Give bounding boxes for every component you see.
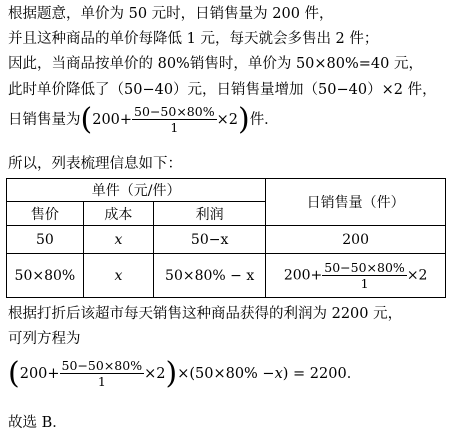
cell-price: 50 — [7, 226, 84, 254]
text-line-7: 根据打折后该超市每天销售这种商品获得的利润为 2200 元， — [8, 306, 403, 322]
fraction: $\frac{50-50\times 80\%}{1}$ — [134, 104, 215, 135]
cell-price: 50×80% — [7, 254, 84, 298]
equation: ( 200+ $\frac{50-50\times 80\%}{1}$ ×2 ) ×(50×80% − x ) = 2200． — [8, 355, 362, 391]
text-line-4: 此时单价降低了（50−40）元，日销售量增加（50−40）×2 件， — [8, 82, 437, 98]
cell-cost: x — [83, 226, 153, 254]
table-row — [7, 254, 446, 298]
text-line-2: 并且这种商品的单价每降低 1 元，每天就会多售出 2 件； — [8, 31, 379, 47]
text-line-1: 根据题意，单价为 50 元时，日销售量为 200 件， — [8, 6, 334, 22]
header-cost: 成本 — [83, 202, 153, 226]
text-line-9: 故选 B． — [8, 415, 67, 431]
text-line-5: 日销售量为 ( 200+ $\frac{50-50\times 80\%}{1}$ ×2 ) 件． — [8, 101, 279, 137]
fraction: $\frac{50-50\times 80\%}{1}$ — [61, 358, 143, 389]
header-profit: 利润 — [154, 202, 266, 226]
cell-cost: x — [83, 254, 153, 298]
fraction: $\frac{50-50\times 80\%}{1}$ — [324, 260, 405, 291]
text-line-6: 所以，列表梳理信息如下： — [8, 156, 182, 172]
cell-profit: 50−x — [154, 226, 266, 254]
header-price: 售价 — [7, 202, 84, 226]
table-row — [7, 226, 446, 254]
header-daily-volume: 日销售量（件） — [266, 179, 446, 226]
text-line-3: 因此，当商品按单价的 80%销售时，单价为 50×80%=40 元， — [8, 56, 423, 72]
cell-volume: 200+ $\frac{50-50\times 80\%}{1}$ ×2 — [266, 254, 446, 298]
cell-volume: 200 — [266, 226, 446, 254]
header-unit-group: 单件（元/件） — [7, 179, 266, 202]
cell-profit: 50×80% − x — [154, 254, 266, 298]
text-line-8: 可列方程为 — [8, 331, 81, 347]
info-table — [6, 178, 446, 298]
